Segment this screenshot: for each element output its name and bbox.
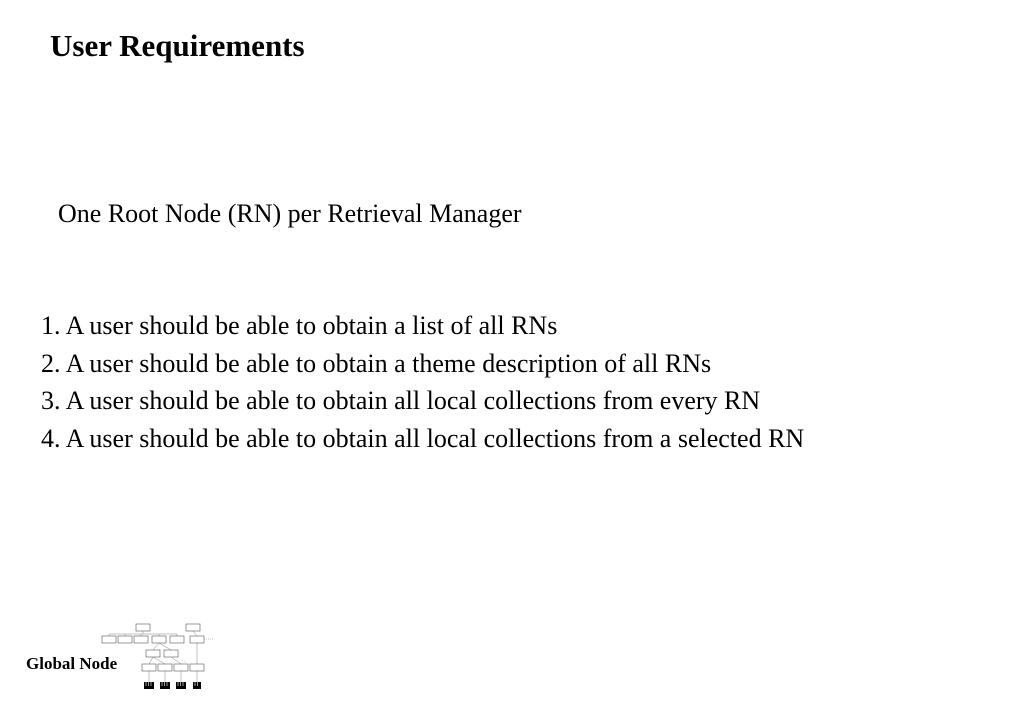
slide-title: User Requirements [50,28,305,63]
diagram-node [190,664,204,671]
diagram-node [190,636,204,643]
node-hierarchy-diagram-icon [98,620,218,694]
diagram-node [146,650,160,657]
diagram-node [186,624,200,631]
diagram-node [102,636,116,643]
requirement-item: 1. A user should be able to obtain a list of all RNs [41,311,558,340]
diagram-node [136,624,150,631]
diagram-node [142,664,156,671]
diagram-node [170,636,184,643]
diagram-node [134,636,148,643]
diagram-node [118,636,132,643]
diagram-node [158,664,172,671]
diagram-node [174,664,188,671]
slide-subtitle: One Root Node (RN) per Retrieval Manager [58,199,522,228]
requirement-item: 2. A user should be able to obtain a theme description of all RNs [41,348,712,378]
requirement-item: 4. A user should be able to obtain all local collections from a selected RN [41,423,805,453]
requirements-list [41,307,804,457]
diagram-node [152,636,166,643]
diagram-node [164,650,178,657]
requirement-item: 3. A user should be able to obtain all local collections from every RN [41,386,761,415]
footer-label: Global Node [26,654,118,673]
